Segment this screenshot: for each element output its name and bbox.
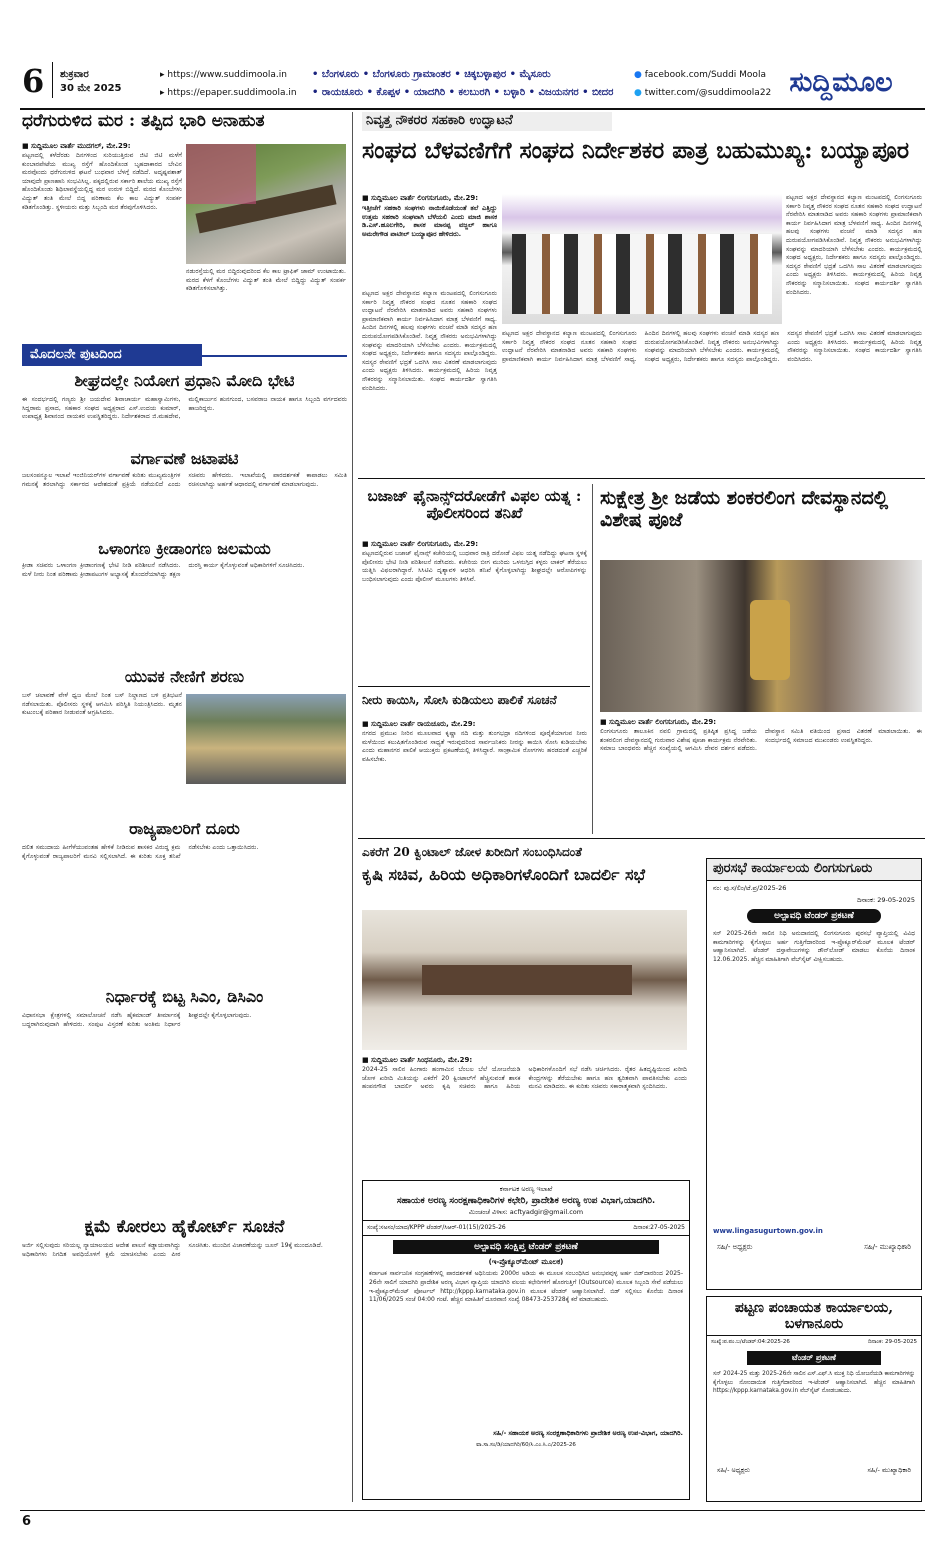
temple-byline: ■ ಸುದ್ದಿಮೂಲ ವಾರ್ತೆ ಲಿಂಗಸುಗೂರು, ಮೇ.29: (600, 718, 716, 726)
forest-body: ಕರ್ನಾಟಕ ಸಾರ್ವಜನಿಕ ಸಂಗ್ರಹಣೆಗಳಲ್ಲಿ ಪಾರದರ್ಶಕತೆ ಅಧಿನಿಯಮ 2000ರ ಅಡಿಯ ಈ ಮೂಲಕ ಸಂಬಂಧಿಸಿದ ಅನುಭವವುಳ್ಳ ಅರ್ಹ ಬಿಡ್‌ದಾರರಿಂದ 2025-26ನೇ ಸಾಲಿಗೆ ಯಾದಗಿರಿ ಪ್ರಾದೇಶಿಕ ಅರಣ್ಯ ವಿಭಾಗ ವ್ಯಾಪ್ತಿಯ ಯಾದಗಿರಿ ವಲಯ ಕಛೇರಿಗಳಿಗೆ ಹೊರಗುತ್ತಿಗೆ (Outsource) ಮೂಲಕ ಸಿಬ್ಬಂದಿ ಸೇವೆ ಪಡೆಯಲು ಇ-ಪ್ರೊಕ್ಯೂರ್‌ಮೆಂಟ್ ಪೋರ್ಟಲ್ http://kppp.karnataka.gov.in ಮೂಲಕ ಟೆಂಡರ್ ಆಹ್ವಾನಿಸಲಾಗಿದೆ. ಬಿಡ್ ಸಲ್ಲಿಸಲು ಕೊನೆಯ ದಿನಾಂಕ 11/06/2025 ಸಂಜೆ 04:00 ಗಂಟೆ. ಹೆಚ್ಚಿನ ಮಾಹಿತಿಗೆ ದೂರವಾಣಿ ಸಂಖ್ಯೆ 08473-253728ಕ್ಕೆ ಕರೆ ಮಾಡಬಹುದು. (369, 1270, 683, 1304)
lead-body-cols: ಪಟ್ಟಣದ ಅಕ್ಷರ ದೇವಸ್ಥಾನದ ಕಲ್ಯಾಣ ಮಂಟಪದಲ್ಲಿ ಲಿಂಗಸುಗೂರು ಸರ್ಕಾರಿ ನಿವೃತ್ತ ನೌಕರರ ಸಂಘದ ನೂತನ ಸಹಕಾರಿ ಸಂಘದ ಉದ್ಘಾಟನೆ ನೆರವೇರಿಸಿ ಮಾತನಾಡಿದ ಅವರು ಸಹಕಾರಿ ಸಂಘಗಳು ಪ್ರಾಮಾಣಿಕವಾಗಿ ಕಾರ್ಯ ನಿರ್ವಹಿಸಿದಾಗ ಮಾತ್ರ ಬೆಳವಣಿಗೆ ಸಾಧ್ಯ. ಹಿಂದಿನ ದಿನಗಳಲ್ಲಿ ಹಲವು ಸಂಘಗಳು ವಂಚನೆ ಮಾಡಿ ಸದಸ್ಯರ ಹಣ ದುರುಪಯೋಗಪಡಿಸಿಕೊಂಡಿವೆ. ನಿವೃತ್ತ ನೌಕರರು ಅನುಭವಿಗಳಾಗಿದ್ದು ಸಂಘವನ್ನು ಮಾದರಿಯಾಗಿ ಬೆಳೆಸಬೇಕು ಎಂದರು. ಕಾರ್ಯಕ್ರಮದಲ್ಲಿ ಸಂಘದ ಅಧ್ಯಕ್ಷರು, ನಿರ್ದೇಶಕರು ಹಾಗೂ ಸದಸ್ಯರು ಪಾಲ್ಗೊಂಡಿದ್ದರು. ಸದಸ್ಯರ ಠೇವಣಿಗೆ ಭದ್ರತೆ ಒದಗಿಸಿ ಸಾಲ ವಿತರಣೆ ಮಾಡಲಾಗುವುದು ಎಂದು ಅಧ್ಯಕ್ಷರು ತಿಳಿಸಿದರು. ಕಾರ್ಯಕ್ರಮದಲ್ಲಿ ಹಿರಿಯ ನಿವೃತ್ತ ನೌಕರರನ್ನು ಸನ್ಮಾನಿಸಲಾಯಿತು. ಸಂಘದ ಕಾರ್ಯದರ್ಶಿ ಸ್ವಾಗತಿಸಿ ವಂದಿಸಿದರು. (502, 330, 922, 363)
continued-headline-7: ಕ್ಷಮೆ ಕೋರಲು ಹೈಕೋರ್ಟ್ ಸೂಚನೆ (84, 1217, 285, 1237)
twitter-link[interactable] (634, 84, 771, 102)
temple-divider (592, 484, 593, 834)
tender2-date: ದಿನಾಂಕ: 29-05-2025 (867, 1339, 917, 1346)
forest-ref: ಸಂಖ್ಯೆ:ಸಅಸಂ/ಯಾದ/KPPP ಟೆಂಡರ್/ಸಿಆರ್-01(15)/2025-26 (367, 1224, 506, 1232)
continued-body-5: ದಲಿತ ಸಮುದಾಯ ಹೀಗೆಳೆಯುವಂತಹ ಹೇಳಿಕೆ ನೀಡಿರುವ ಶಾಸಕರ ವಿರುದ್ಧ ಕ್ರಮ ಕೈಗೊಳ್ಳುವಂತೆ ರಾಜ್ಯಪಾಲರಿಗೆ ಮನವಿ ಸಲ್ಲಿಸಲಾಗಿದೆ. ಈ ಕುರಿತು ಸೂಕ್ತ ತನಿಖೆ ನಡೆಸಬೇಕು ಎಂದು ಒತ್ತಾಯಿಸಿದರು. (22, 844, 259, 860)
footer-rule (20, 1510, 925, 1511)
tender2-sig-officer: ಸಹಿ/- ಮುಖ್ಯಾಧಿಕಾರಿ (867, 1466, 911, 1475)
continued-headline-6: ನಿರ್ಧಾರಕ್ಕೆ ಬಿಟ್ಟ ಸಿಎಂ, ಡಿಸಿಎಂ (105, 987, 264, 1006)
forest-signature: ಸಹಿ/- ಸಹಾಯಕ ಅರಣ್ಯ ಸಂರಕ್ಷಣಾಧಿಕಾರಿಗಳು ಪ್ರಾದೇಶಿಕ ಅರಣ್ಯ ಉಪ-ವಿಭಾಗ, ಯಾದಗಿರಿ. (493, 1429, 683, 1438)
continued-body-3: ಕ್ರೀಡಾ ಸಚಿವರು ಒಳಾಂಗಣ ಕ್ರೀಡಾಂಗಣಕ್ಕೆ ಭೇಟಿ ನೀಡಿ ಪರಿಶೀಲನೆ ನಡೆಸಿದರು. ಮಳೆ ನೀರು ನಿಂತ ಪರಿಣಾಮ ಕ್ರೀಡಾಪಟುಗಳ ಅಭ್ಯಾಸಕ್ಕೆ ತೊಂದರೆಯಾಗಿದ್ದು ತಕ್ಷಣ ದುರಸ್ತಿ ಕಾರ್ಯ ಕೈಗೊಳ್ಳುವಂತೆ ಅಧಿಕಾರಿಗಳಿಗೆ ಸೂಚಿಸಿದರು. (22, 562, 305, 578)
fallen-tree-photo (186, 144, 346, 264)
agri-kicker: ಎಕರೆಗೆ 20 ಕ್ವಿಂಟಾಲ್ ಜೋಳ ಖರೀದಿಗೆ ಸಂಬಂಧಿಸಿದಂತೆ (362, 845, 582, 859)
tender2-org: ಪಟ್ಟಣ ಪಂಚಾಯತ ಕಾರ್ಯಾಲಯ, ಬಳಗಾನೂರು (707, 1297, 921, 1336)
bajaj-headline: ಬಜಾಜ್ ಫೈನಾನ್ಸ್‌ದರೋಡೆಗೆ ವಿಫಲ ಯತ್ನ : ಪೊಲೀಸರಿಂದ ತನಿಖೆ (367, 487, 582, 523)
forest-footnote: ವಾ.ಸಾ.ಸಂ/ಡಿ/ಯಾದಗಿರಿ/60/ಸಿ.ಎಂ.ಸಿ.ಎ/2025-26 (476, 1442, 576, 1449)
newspaper-logo: ಸುದ್ದಿಮೂಲ (789, 67, 893, 98)
temple-headline: ಸುಕ್ಷೇತ್ರ ಶ್ರೀ ಜಡೆಯ ಶಂಕರಲಿಂಗ ದೇವಸ್ಥಾನದಲ್ಲಿ ವಿಶೇಷ ಪೂಜೆ (600, 487, 889, 531)
tender2-ref-row (707, 1336, 921, 1349)
website-link[interactable]: ▸ https://www.suddimoola.in (160, 70, 287, 80)
facebook-link[interactable] (634, 66, 771, 84)
temple-pooja-photo (600, 560, 922, 712)
water-body: ನಗರದ ಪ್ರಮುಖ ನೀರಿನ ಮೂಲವಾದ ಕೃಷ್ಣಾ ನದಿ ಮತ್ತು ತುಂಗಭದ್ರಾ ನದಿಗಳಿಂದ ಪೂರೈಕೆಯಾಗುವ ನೀರು ಮಳೆಯಿಂದ ಕಲುಷಿತಗೊಂಡಿರುವ ಸಾಧ್ಯತೆ ಇರುವುದರಿಂದ ಸಾರ್ವಜನಿಕರು ನೀರನ್ನು ಕಾಯಿಸಿ ಸೋಸಿ ಕುಡಿಯಬೇಕು ಎಂದು ಮಹಾನಗರ ಪಾಲಿಕೆ ಆಯುಕ್ತರು ಪ್ರಕಟಣೆಯಲ್ಲಿ ತಿಳಿಸಿದ್ದಾರೆ. ಸಾಂಕ್ರಾಮಿಕ ರೋಗಗಳು ಹರಡದಂತೆ ಎಚ್ಚರಿಕೆ ವಹಿಸಬೇಕು. (362, 730, 587, 763)
column-divider (352, 112, 353, 1502)
photo-caption: ನಡುರಸ್ತೆಯಲ್ಲಿ ಮರ ಬಿದ್ದಿರುವುದರಿಂದ ಕೆಲ ಕಾಲ ಟ್ರಾಫಿಕ್ ಜಾಮ್ ಉಂಟಾಯಿತು. ಮರದ ಕೆಳಗೆ ಕೊಂಬೆಗಳು ವಿದ್ಯುತ್ ತಂತಿ ಮೇಲೆ ಬಿದ್ದಿದ್ದು ವಿದ್ಯುತ್ ಸಂಪರ್ಕ ಕಡಿತಗೊಳಿಸಲಾಗಿತ್ತು. (186, 268, 346, 293)
forest-ref-row (363, 1220, 689, 1236)
facebook-icon: ● (634, 70, 642, 80)
twitter-url[interactable]: twitter.com/@suddimoola22 (644, 88, 772, 98)
sig-officer: ಸಹಿ/- ಮುಖ್ಯಾಧಿಕಾರಿ (864, 1242, 911, 1251)
forest-tender-box (362, 1180, 690, 1500)
edition-cities (312, 66, 613, 102)
building-shape (186, 144, 256, 204)
tender-org: ಪುರಸಭೆ ಕಾರ್ಯಾಲಯ ಲಿಂಗಸುಗೂರು (707, 859, 921, 881)
tender-lingasugur-box (706, 858, 922, 1290)
tender-band: ಅಲ್ಪಾವಧಿ ಟೆಂಡರ್ ಪ್ರಕಟಣೆ (747, 909, 881, 923)
forest-email[interactable]: ಮಿಂಚಂಚೆ ವಿಳಾಸ: acftyadgir@gmail.com (468, 1208, 584, 1217)
section-rule (358, 478, 925, 479)
continued-body-7: ಅರ್ಜಿ ಸಲ್ಲಿಸುವುದು ಸರಿಯಲ್ಲ ನ್ಯಾಯಾಲಯದ ಆದೇಶ ಪಾಲನೆ ಕಡ್ಡಾಯವಾಗಿದ್ದು ಅಧಿಕಾರಿಗಳು ನಿಗದಿತ ಅವಧಿಯೊಳಗೆ ಕ್ಷಮೆ ಯಾಚಿಸಬೇಕು ಎಂದು ಪೀಠ ಸೂಚಿಸಿತು. ಮುಂದಿನ ವಿಚಾರಣೆಯನ್ನು ಜೂನ್ 19ಕ್ಕೆ ಮುಂದೂಡಿದೆ. (22, 1242, 323, 1258)
continued-body-6: ವಿಧಾನಸಭಾ ಕ್ಷೇತ್ರಗಳಲ್ಲಿ ಸಮಾಲೋಚನೆ ನಡೆಸಿ ಹೈಕಮಾಂಡ್ ತೀರ್ಮಾನಕ್ಕೆ ಬದ್ಧರಾಗಿರುವುದಾಗಿ ಹೇಳಿದರು. ಸಂಪುಟ ವಿಸ್ತರಣೆ ಕುರಿತು ಅಂತಿಮ ನಿರ್ಧಾರ ಶೀಘ್ರದಲ್ಲೇ ಕೈಗೊಳ್ಳಲಾಗುವುದು. (22, 1012, 252, 1028)
bajaj-body: ಪಟ್ಟಣದಲ್ಲಿರುವ ಬಜಾಜ್ ಫೈನಾನ್ಸ್ ಕಚೇರಿಯಲ್ಲಿ ಬುಧವಾರ ರಾತ್ರಿ ದರೋಡೆ ವಿಫಲ ಯತ್ನ ನಡೆದಿದ್ದು ಘಟನಾ ಸ್ಥಳಕ್ಕೆ ಪೊಲೀಸರು ಭೇಟಿ ನೀಡಿ ಪರಿಶೀಲನೆ ನಡೆಸಿದರು. ಕಚೇರಿಯ ಬೀಗ ಮುರಿದು ಒಳನುಗ್ಗಿದ ಕಳ್ಳರು ಲಾಕರ್ ತೆರೆಯಲು ಯತ್ನಿಸಿ ವಿಫಲರಾಗಿದ್ದಾರೆ. ಸಿಸಿಟಿವಿ ದೃಶ್ಯಾವಳಿ ಆಧರಿಸಿ ತನಿಖೆ ಕೈಗೊಳ್ಳಲಾಗಿದ್ದು ಶೀಘ್ರದಲ್ಲೇ ಆರೋಪಿಗಳನ್ನು ಬಂಧಿಸಲಾಗುವುದು ಎಂದು ಪೊಲೀಸ್ ಮೂಲಗಳು ತಿಳಿಸಿವೆ. (362, 550, 587, 583)
page-number: 6 (22, 62, 45, 100)
tender-balaganur-box (706, 1296, 922, 1502)
forest-gov: ಕರ್ನಾಟಕ ಅರಣ್ಯ ಇಲಾಖೆ (499, 1185, 553, 1193)
article-headline: ಧರೆಗುರುಳಿದ ಮರ : ತಪ್ಪಿದ ಭಾರಿ ಅನಾಹುತ (22, 111, 265, 131)
facebook-url[interactable]: facebook.com/Suddi Moola (644, 70, 766, 80)
issue-date-text: 30 ಮೇ 2025 (60, 83, 122, 94)
cities-line-2: • ರಾಯಚೂರು • ಕೊಪ್ಪಳ • ಯಾದಗಿರಿ • ಕಲಬುರಗಿ • ಬಳ್ಳಾರಿ • ವಿಜಯನಗರ • ಬೀದರ (312, 87, 614, 98)
agri-body: 2024-25 ಸಾಲಿನ ಹಿಂಗಾರು ಹಂಗಾಮಿನ ಬೆಂಬಲ ಬೆಲೆ ಯೋಜನೆಯಡಿ ಜೋಳ ಖರೀದಿ ಮಿತಿಯನ್ನು ಎಕರೆಗೆ 20 ಕ್ವಿಂಟಾಲ್‌ಗೆ ಹೆಚ್ಚಿಸುವಂತೆ ಶಾಸಕ ಹಂಪನಗೌಡ ಬಾದರ್ಲಿ ಅವರು ಕೃಷಿ ಸಚಿವರು ಹಾಗೂ ಹಿರಿಯ ಅಧಿಕಾರಿಗಳೊಂದಿಗೆ ಸಭೆ ನಡೆಸಿ ಚರ್ಚಿಸಿದರು. ರೈತರ ಹಿತದೃಷ್ಟಿಯಿಂದ ಖರೀದಿ ಕೇಂದ್ರಗಳನ್ನು ತೆರೆಯಬೇಕು ಹಾಗೂ ಹಣ ತ್ವರಿತವಾಗಿ ಪಾವತಿಸಬೇಕು ಎಂದು ಮನವಿ ಮಾಡಿದರು. ಈ ಕುರಿತು ಸಚಿವರು ಸಕಾರಾತ್ಮಕವಾಗಿ ಸ್ಪಂದಿಸಿದರು. (362, 1066, 687, 1091)
conference-table-shape (422, 965, 632, 995)
tender2-signatures (707, 1462, 921, 1479)
continued-body-2: ಜಲಸಂಪನ್ಮೂಲ ಇಲಾಖೆ ಇಂಜಿನಿಯರ್‌ಗಳ ವರ್ಗಾವಣೆ ಕುರಿತು ಮುಖ್ಯಮಂತ್ರಿಗಳ ಗಮನಕ್ಕೆ ತರಲಾಗಿದ್ದು ಸರ್ಕಾರದ ಆದೇಶದಂತೆ ಪ್ರಕ್ರಿಯೆ ನಡೆಯಲಿದೆ ಎಂದು ಸಚಿವರು ಹೇಳಿದರು. ಇಲಾಖೆಯಲ್ಲಿ ಪಾರದರ್ಶಕತೆ ಕಾಪಾಡಲು ಸಮಿತಿ ರಚಿಸಲಾಗಿದ್ದು ಅರ್ಹತೆ ಆಧಾರದಲ್ಲಿ ವರ್ಗಾವಣೆ ಮಾಡಲಾಗುವುದು. (22, 472, 347, 488)
front-page-continuation-band: ಮೊದಲನೇ ಪುಟದಿಂದ (22, 344, 202, 366)
agri-rule (358, 838, 925, 839)
band-rule (202, 355, 347, 357)
forest-org: ಸಹಾಯಕ ಅರಣ್ಯ ಸಂರಕ್ಷಣಾಧಿಕಾರಿಗಳ ಕಛೇರಿ, ಪ್ರಾದೇಶಿಕ ಅರಣ್ಯ ಉಪ ವಿಭಾಗ,ಯಾದಗಿರಿ. (396, 1196, 656, 1206)
website-url[interactable]: https://www.suddimoola.in (167, 70, 287, 80)
tender-website[interactable]: www.lingasugurtown.gov.in (713, 1226, 823, 1235)
page-number-divider (52, 62, 53, 98)
tender2-ref: ಸಂಖ್ಯೆ:ಪ.ಪಂ.ಬ/ಟೆಂಡರ್:04:2025-26 (711, 1339, 790, 1346)
article-tree-fall (22, 112, 347, 132)
continued-body-1: ಈ ಸಂದರ್ಭದಲ್ಲಿ ಗಣ್ಯರು ಶ್ರೀ ಜಯದೇವ ಶಿವಾಚಾರ್ಯ ಮಹಾಸ್ವಾಮಿಗಳು, ಸಿದ್ದರಾಮ ಪ್ರಸಾದ, ಸಹಕಾರ ಸಂಘದ ಅಧ್ಯಕ್ಷರಾದ ಎಸ್.ಉದಯ ಕುಮಾರ್, ಉಪಾಧ್ಯಕ್ಷ ಶಿವಾನಂದ ನಾಯಕರ ಉಪಸ್ಥಿತರಿದ್ದರು. ನಿರ್ದೇಶಕರಾದ ಜಿ.ಮಹದೇವ, ಮಲ್ಲಿಕಾರ್ಜುನ ಹುನಗುಂದ, ಬಸವರಾಜ ನಾಯಕ ಹಾಗೂ ಸಿಬ್ಬಂದಿ ವರ್ಗದವರು ಹಾಜರಿದ್ದರು. (22, 396, 347, 421)
forest-band: ಅಲ್ಪಾವಧಿ ಸಂಕ್ಷಿಪ್ತ ಟೆಂಡರ್ ಪ್ರಕಟಣೆ (393, 1240, 659, 1254)
lead-kicker: ನಿವೃತ್ತ ನೌಕರರ ಸಹಕಾರಿ ಉದ್ಘಾಟನೆ (362, 112, 612, 131)
social-links (634, 66, 771, 102)
tender2-band: ಟೆಂಡರ್ ಪ್ರಕಟಣೆ (747, 1351, 881, 1365)
deity-shape (750, 600, 790, 680)
bajaj-rule (358, 686, 590, 687)
sig-president: ಸಹಿ/- ಅಧ್ಯಕ್ಷರು (717, 1242, 753, 1251)
tender-date: ದಿನಾಂಕ: 29-05-2025 (857, 895, 915, 904)
website-links (160, 66, 297, 102)
tender-ref: ನಂ: ಪು.ಸ/ಲಿಂ/ಟೆ.ಪ್ರ/2025-26 (713, 883, 787, 892)
agri-headline: ಕೃಷಿ ಸಚಿವ, ಹಿರಿಯ ಅಧಿಕಾರಿಗಳೊಂದಿಗೆ ಬಾದರ್ಲಿ ಸಭೆ (362, 865, 646, 884)
temple-body: ಲಿಂಗಸುಗೂರು ತಾಲೂಕಿನ ನವಲಿ ಗ್ರಾಮದಲ್ಲಿ ಪ್ರತಿಷ್ಠಿತ ಪ್ರಸಿದ್ಧ ಜಡೆಯ ಶಂಕರಲಿಂಗ ದೇವಸ್ಥಾನದಲ್ಲಿ ಗುರುವಾರ ವಿಶೇಷ ಪೂಜಾ ಕಾರ್ಯಕ್ರಮ ನೆರವೇರಿತು. ಸಮಾಜ ಬಾಂಧವರು ಹೆಚ್ಚಿನ ಸಂಖ್ಯೆಯಲ್ಲಿ ಆಗಮಿಸಿ ದೇವರ ದರ್ಶನ ಪಡೆದರು. ದೇವಸ್ಥಾನ ಸಮಿತಿ ವತಿಯಿಂದ ಪ್ರಸಾದ ವಿತರಣೆ ಮಾಡಲಾಯಿತು. ಈ ಸಂದರ್ಭದಲ್ಲಿ ಸಮಾಜದ ಮುಖಂಡರು ಉಪಸ್ಥಿತರಿದ್ದರು. (600, 728, 922, 753)
continued-headline-3: ಒಳಾಂಗಣ ಕ್ರೀಡಾಂಗಣ ಜಲಮಯ (98, 539, 271, 558)
twitter-icon: ● (634, 88, 642, 98)
cities-line-1: • ಬೆಂಗಳೂರು • ಬೆಂಗಳೂರು ಗ್ರಾಮಾಂತರ • ಚಿಕ್ಕಬಳ್ಳಾಪುರ • ಮೈಸೂರು (312, 69, 551, 80)
lead-deck: ಇತ್ತೀಚೆಗೆ ಸಹಕಾರಿ ಸಂಘಗಳು ನಾಯಿಕೊಡೆಯಂತೆ ತಲೆ ಎತ್ತಿದ್ದು ಉತ್ತಮ ಸಹಕಾರಿ ಸಂಘವಾಗಿ ಬೆಳೆಯಲಿ ಎಂದು ಮಾಜಿ ಶಾಸಕ ಡಿ.ಎಸ್.ಹೂಲಗೇರಿ, ಶಾಸಕ ಮಾನಪ್ಪ ವಜ್ಜಲ್ ಹಾಗೂ ಅಮರೇಗೌಡ ಪಾಟೀಲ್ ಬಯ್ಯಾಪೂರ ಹೇಳಿದರು. (362, 204, 497, 238)
continued-headline-2: ವರ್ಗಾವಣೆ ಜಟಾಪಟಿ (130, 449, 239, 468)
lead-headline: ಸಂಘದ ಬೆಳವಣಿಗೆಗೆ ಸಂಘದ ನಿರ್ದೇಶಕರ ಪಾತ್ರ ಬಹುಮುಖ್ಯ: ಬಯ್ಯಾಪೂರ (362, 137, 910, 164)
continued-headline-4: ಯುವಕ ನೇಣಿಗೆ ಶರಣು (124, 667, 245, 686)
masthead-rule (20, 108, 925, 110)
forest-date: ದಿನಾಂಕ:27-05-2025 (633, 1224, 685, 1232)
continued-headline-5: ರಾಜ್ಯಪಾಲರಿಗೆ ದೂರು (129, 819, 240, 838)
tender2-sig-president: ಸಹಿ/- ಅಧ್ಯಕ್ಷರು (717, 1466, 750, 1475)
meeting-photo (362, 910, 687, 1050)
protest-crowd-photo (186, 694, 346, 784)
epaper-link[interactable]: ▸ https://epaper.suddimoola.in (160, 88, 297, 98)
epaper-url[interactable]: https://epaper.suddimoola.in (167, 88, 297, 98)
tender-body: ಸನ್ 2025-26ನೇ ಸಾಲಿನ ನಿಧಿ ಅನುದಾನದಲ್ಲಿ ಲಿಂಗಸುಗೂರು ಪುರಸಭೆ ವ್ಯಾಪ್ತಿಯಲ್ಲಿ ವಿವಿಧ ಕಾಮಗಾರಿಗಳನ್ನು ಕೈಗೊಳ್ಳಲು ಅರ್ಹ ಗುತ್ತಿಗೆದಾರರಿಂದ ಇ-ಪ್ರೊಕ್ಯೂರ್‌ಮೆಂಟ್ ಮೂಲಕ ಟೆಂಡರ್ ಆಹ್ವಾನಿಸಲಾಗಿದೆ. ಟೆಂಡರ್ ದಸ್ತಾವೇಜುಗಳನ್ನು ಡೌನ್‌ಲೋಡ್ ಮಾಡಲು ಕೊನೆಯ ದಿನಾಂಕ 12.06.2025. ಹೆಚ್ಚಿನ ಮಾಹಿತಿಗಾಗಿ ವೆಬ್‌ಸೈಟ್ ವೀಕ್ಷಿಸಬಹುದು. (713, 929, 915, 963)
article-byline: ■ ಸುದ್ದಿಮೂಲ ವಾರ್ತೆ ಮುದಗಲ್, ಮೇ.29: (22, 142, 131, 150)
water-headline: ನೀರು ಕಾಯಿಸಿ, ಸೋಸಿ ಕುಡಿಯಲು ಪಾಲಿಕೆ ಸೂಚನೆ (362, 693, 557, 707)
footer-page-number: 6 (22, 1514, 32, 1529)
inauguration-photo (502, 194, 782, 324)
article-body: ಪಟ್ಟಣದಲ್ಲಿ ಕಳೆದೆರಡು ದಿನಗಳಿಂದ ಸುರಿಯುತ್ತಿರುವ ಜಿಟಿ ಜಿಟಿ ಮಳೆಗೆ ಕುಂಬಾರಪೇಟೆಯ ಮುಖ್ಯ ರಸ್ತೆಗೆ ಹೊಂದಿಕೊಂಡ ಬೃಹದಾಕಾರದ ಬೇವಿನ ಮರವೊಂದು ಧರೆಗುರುಳಿದ ಘಟನೆ ಬುಧವಾರ ಬೆಳಗ್ಗೆ ನಡೆದಿದೆ. ಅದೃಷ್ಟವಶಾತ್ ಯಾವುದೇ ಪ್ರಾಣಹಾನಿ ಸಂಭವಿಸಿಲ್ಲ. ಪಕ್ಕದಲ್ಲಿರುವ ಸರ್ಕಾರಿ ಶಾಲೆಯ ಮುಖ್ಯ ರಸ್ತೆಗೆ ಹೊಂದಿಕೊಂಡು ಶಿಥಿಲಾವಸ್ಥೆಯಲ್ಲಿದ್ದ ಮರ ಉರುಳಿ ಬಿದ್ದಿದೆ. ಮರದ ಕೊಂಬೆಗಳು ವಿದ್ಯುತ್ ತಂತಿ ಮೇಲೆ ಬಿದ್ದ ಪರಿಣಾಮ ಕೆಲ ಕಾಲ ವಿದ್ಯುತ್ ಸಂಪರ್ಕ ಕಡಿತಗೊಂಡಿತ್ತು. ಸ್ಥಳೀಯರು ಮತ್ತು ಸಿಬ್ಬಂದಿ ಮರ ತೆರವುಗೊಳಿಸಿದರು. (22, 152, 182, 211)
issue-date (60, 68, 122, 96)
tender2-body: ಸನ್ 2024-25 ಮತ್ತು 2025-26ನೇ ಸಾಲಿನ ಎಸ್.ಎಫ್.ಸಿ ಮುಕ್ತ ನಿಧಿ ಯೋಜನೆಯಡಿ ಕಾಮಗಾರಿಗಳನ್ನು ಕೈಗೊಳ್ಳಲು ನೋಂದಾಯಿತ ಗುತ್ತಿಗೆದಾರರಿಂದ ಇ-ಟೆಂಡರ್ ಆಹ್ವಾನಿಸಲಾಗಿದೆ. ಹೆಚ್ಚಿನ ಮಾಹಿತಿಗಾಗಿ https://kppp.karnataka.gov.in ವೆಬ್‌ಸೈಟ್ ನೋಡಬಹುದು. (713, 1371, 915, 1395)
agri-byline: ■ ಸುದ್ದಿಮೂಲ ವಾರ್ತೆ ಸಿಂಧನೂರು, ಮೇ.29: (362, 1056, 473, 1064)
tender-signatures (707, 1235, 921, 1260)
issue-day: ಶುಕ್ರವಾರ (60, 69, 89, 80)
bajaj-byline: ■ ಸುದ್ದಿಮೂಲ ವಾರ್ತೆ ಲಿಂಗಸುಗೂರು, ಮೇ.29: (362, 540, 478, 548)
lead-body-col-right: ಪಟ್ಟಣದ ಅಕ್ಷರ ದೇವಸ್ಥಾನದ ಕಲ್ಯಾಣ ಮಂಟಪದಲ್ಲಿ ಲಿಂಗಸುಗೂರು ಸರ್ಕಾರಿ ನಿವೃತ್ತ ನೌಕರರ ಸಂಘದ ನೂತನ ಸಹಕಾರಿ ಸಂಘದ ಉದ್ಘಾಟನೆ ನೆರವೇರಿಸಿ ಮಾತನಾಡಿದ ಅವರು ಸಹಕಾರಿ ಸಂಘಗಳು ಪ್ರಾಮಾಣಿಕವಾಗಿ ಕಾರ್ಯ ನಿರ್ವಹಿಸಿದಾಗ ಮಾತ್ರ ಬೆಳವಣಿಗೆ ಸಾಧ್ಯ. ಹಿಂದಿನ ದಿನಗಳಲ್ಲಿ ಹಲವು ಸಂಘಗಳು ವಂಚನೆ ಮಾಡಿ ಸದಸ್ಯರ ಹಣ ದುರುಪಯೋಗಪಡಿಸಿಕೊಂಡಿವೆ. ನಿವೃತ್ತ ನೌಕರರು ಅನುಭವಿಗಳಾಗಿದ್ದು ಸಂಘವನ್ನು ಮಾದರಿಯಾಗಿ ಬೆಳೆಸಬೇಕು ಎಂದರು. ಕಾರ್ಯಕ್ರಮದಲ್ಲಿ ಸಂಘದ ಅಧ್ಯಕ್ಷರು, ನಿರ್ದೇಶಕರು ಹಾಗೂ ಸದಸ್ಯರು ಪಾಲ್ಗೊಂಡಿದ್ದರು. ಸದಸ್ಯರ ಠೇವಣಿಗೆ ಭದ್ರತೆ ಒದಗಿಸಿ ಸಾಲ ವಿತರಣೆ ಮಾಡಲಾಗುವುದು ಎಂದು ಅಧ್ಯಕ್ಷರು ತಿಳಿಸಿದರು. ಕಾರ್ಯಕ್ರಮದಲ್ಲಿ ಹಿರಿಯ ನಿವೃತ್ತ ನೌಕರರನ್ನು ಸನ್ಮಾನಿಸಲಾಯಿತು. ಸಂಘದ ಕಾರ್ಯದರ್ಶಿ ಸ್ವಾಗತಿಸಿ ವಂದಿಸಿದರು. (786, 194, 922, 296)
lead-byline: ■ ಸುದ್ದಿಮೂಲ ವಾರ್ತೆ ಲಿಂಗಸುಗೂರು, ಮೇ.29: (362, 194, 478, 202)
lead-body-col1: ಪಟ್ಟಣದ ಅಕ್ಷರ ದೇವಸ್ಥಾನದ ಕಲ್ಯಾಣ ಮಂಟಪದಲ್ಲಿ ಲಿಂಗಸುಗೂರು ಸರ್ಕಾರಿ ನಿವೃತ್ತ ನೌಕರರ ಸಂಘದ ನೂತನ ಸಹಕಾರಿ ಸಂಘದ ಉದ್ಘಾಟನೆ ನೆರವೇರಿಸಿ ಮಾತನಾಡಿದ ಅವರು ಸಹಕಾರಿ ಸಂಘಗಳು ಪ್ರಾಮಾಣಿಕವಾಗಿ ಕಾರ್ಯ ನಿರ್ವಹಿಸಿದಾಗ ಮಾತ್ರ ಬೆಳವಣಿಗೆ ಸಾಧ್ಯ. ಹಿಂದಿನ ದಿನಗಳಲ್ಲಿ ಹಲವು ಸಂಘಗಳು ವಂಚನೆ ಮಾಡಿ ಸದಸ್ಯರ ಹಣ ದುರುಪಯೋಗಪಡಿಸಿಕೊಂಡಿವೆ. ನಿವೃತ್ತ ನೌಕರರು ಅನುಭವಿಗಳಾಗಿದ್ದು ಸಂಘವನ್ನು ಮಾದರಿಯಾಗಿ ಬೆಳೆಸಬೇಕು ಎಂದರು. ಕಾರ್ಯಕ್ರಮದಲ್ಲಿ ಸಂಘದ ಅಧ್ಯಕ್ಷರು, ನಿರ್ದೇಶಕರು ಹಾಗೂ ಸದಸ್ಯರು ಪಾಲ್ಗೊಂಡಿದ್ದರು. ಸದಸ್ಯರ ಠೇವಣಿಗೆ ಭದ್ರತೆ ಒದಗಿಸಿ ಸಾಲ ವಿತರಣೆ ಮಾಡಲಾಗುವುದು ಎಂದು ಅಧ್ಯಕ್ಷರು ತಿಳಿಸಿದರು. ಕಾರ್ಯಕ್ರಮದಲ್ಲಿ ಹಿರಿಯ ನಿವೃತ್ತ ನೌಕರರನ್ನು ಸನ್ಮಾನಿಸಲಾಯಿತು. ಸಂಘದ ಕಾರ್ಯದರ್ಶಿ ಸ್ವಾಗತಿಸಿ ವಂದಿಸಿದರು. (362, 290, 497, 392)
continued-body-4: ಬಸ್ ಚಲಾವಣೆ ವೇಳೆ ಧ್ವಜ ಮೇಲೆ ನಿಂತ ಬಸ್ ನಿಲ್ದಾಣದ ಬಳಿ ಪ್ರತಿಭಟನೆ ನಡೆಸಲಾಯಿತು. ಪೊಲೀಸರು ಸ್ಥಳಕ್ಕೆ ಆಗಮಿಸಿ ಪರಿಸ್ಥಿತಿ ನಿಯಂತ್ರಿಸಿದರು. ಮೃತನ ಕುಟುಂಬಕ್ಕೆ ಪರಿಹಾರ ನೀಡುವಂತೆ ಆಗ್ರಹಿಸಿದರು. (22, 692, 182, 717)
forest-sub: (ಇ-ಪ್ರೊಕ್ಯೂರ್‌ಮೆಂಟ್ ಮೂಲಕ) (488, 1258, 564, 1267)
water-byline: ■ ಸುದ್ದಿಮೂಲ ವಾರ್ತೆ ರಾಯಚೂರು, ಮೇ.29: (362, 720, 476, 728)
continued-headline-1: ಶೀಘ್ರದಲ್ಲೇ ನಿಯೋಗ ಪ್ರಧಾನಿ ಮೋದಿ ಭೇಟಿ (74, 371, 295, 390)
people-group-shape (512, 234, 772, 314)
